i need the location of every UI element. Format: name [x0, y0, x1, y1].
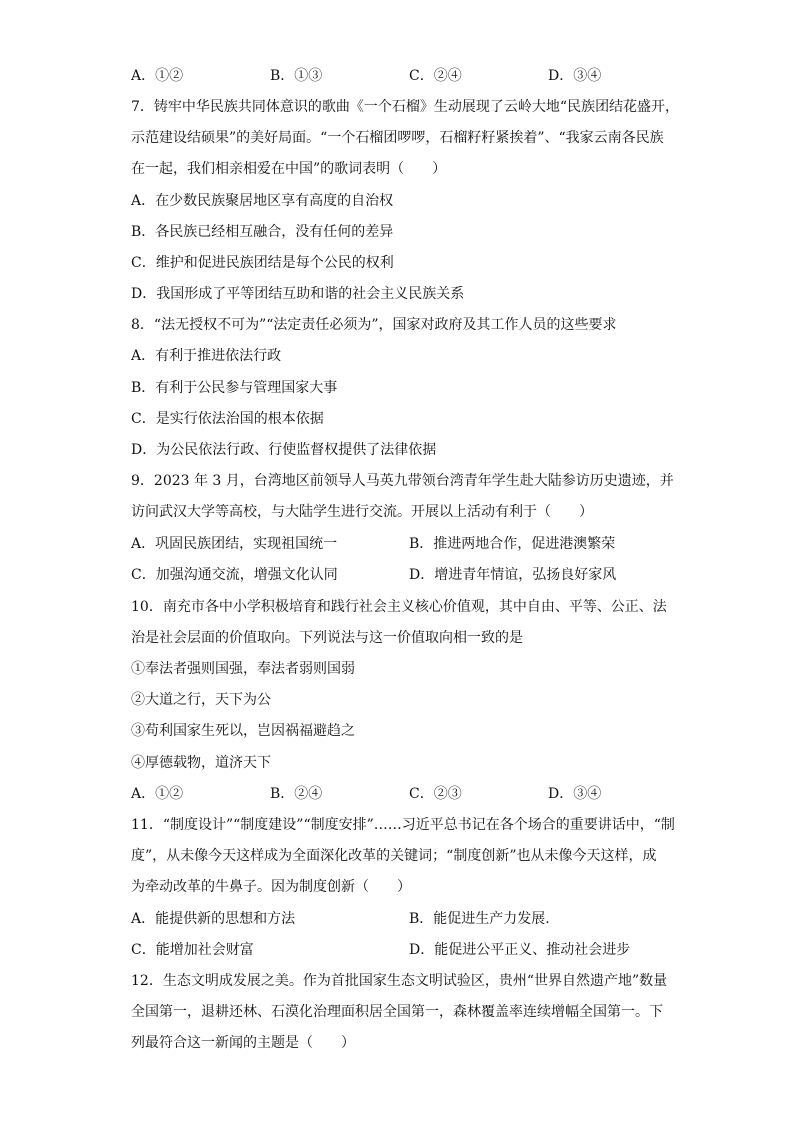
q7-stem-line: 示范建设结硕果”的美好局面。“一个石榴团啰啰，石榴籽籽紧挨着”、“我家云南各民族 [131, 130, 664, 146]
q10-option-b[interactable]: B．②④ [270, 786, 323, 802]
q10-option-d[interactable]: D．③④ [548, 786, 602, 802]
q10-item: ③苟利国家生死以，岂因祸福避趋之 [131, 723, 355, 739]
q6-option-c[interactable]: C．②④ [409, 68, 462, 84]
q11-option-c[interactable]: C．能增加社会财富 [131, 942, 254, 958]
q8-option-b[interactable]: B．有利于公民参与管理国家大事 [131, 380, 338, 396]
q11-stem-line: 为牵动改革的牛鼻子。因为制度创新（ ） [131, 879, 411, 895]
q12-stem-line: 全国第一，退耕还林、石漠化治理面积居全国第一，森林覆盖率连续增幅全国第一。下 [131, 1004, 663, 1020]
q11-option-b[interactable]: B．能促进生产力发展. [409, 911, 550, 927]
q10-stem-line: 10．南充市各中小学积极培育和践行社会主义核心价值观，其中自由、平等、公正、法 [131, 599, 667, 615]
q10-item: ②大道之行，天下为公 [131, 692, 271, 708]
q7-option-b[interactable]: B．各民族已经相互融合，没有任何的差异 [131, 224, 394, 240]
q10-option-a[interactable]: A．①② [131, 786, 184, 802]
q9-option-c[interactable]: C．加强沟通交流，增强文化认同 [131, 567, 338, 583]
q8-option-c[interactable]: C．是实行依法治国的根本依据 [131, 411, 324, 427]
q9-option-d[interactable]: D．增进青年情谊，弘扬良好家风 [409, 567, 617, 583]
q6-option-d[interactable]: D．③④ [548, 68, 602, 84]
q10-stem-line: 治是社会层面的价值取向。下列说法与这一价值取向相一致的是 [131, 630, 523, 646]
q6-option-a[interactable]: A．①② [131, 68, 184, 84]
q10-item: ①奉法者强则国强，奉法者弱则国弱 [131, 661, 355, 677]
q9-option-a[interactable]: A．巩固民族团结，实现祖国统一 [131, 536, 338, 552]
q8-option-a[interactable]: A．有利于推进依法行政 [131, 348, 282, 364]
q12-stem-line: 列最符合这一新闻的主题是（ ） [131, 1035, 355, 1051]
q7-stem-line: 在一起，我们相亲相爱在中国”的歌词表明（ ） [131, 161, 447, 177]
q9-stem-line: 9．2023 年 3 月，台湾地区前领导人马英九带领台湾青年学生赴大陆参访历史遗迹，并 [131, 473, 674, 489]
q11-stem-line: 度”，从未像今天这样成为全面深化改革的关键词；“制度创新”也从未像今天这样，成 [131, 848, 657, 864]
q7-stem-line: 7．铸牢中华民族共同体意识的歌曲《一个石榴》生动展现了云岭大地“民族团结花盛开， [131, 99, 680, 115]
q8-option-d[interactable]: D．为公民依法行政、行使监督权提供了法律依据 [131, 442, 437, 458]
q11-stem-line: 11．“制度设计”“制度建设”“制度安排”……习近平总书记在各个场合的重要讲话中，“制 [131, 817, 675, 833]
q7-option-a[interactable]: A．在少数民族聚居地区享有高度的自治权 [131, 193, 394, 209]
q9-stem-line: 访问武汉大学等高校，与大陆学生进行交流。开展以上活动有利于（ ） [131, 504, 593, 520]
q8-stem-line: 8．“法无授权不可为”“法定责任必须为”，国家对政府及其工作人员的这些要求 [131, 317, 617, 333]
q6-option-b[interactable]: B．①③ [270, 68, 323, 84]
q11-option-d[interactable]: D．能促进公平正义、推动社会进步 [409, 942, 631, 958]
q10-option-c[interactable]: C．②③ [409, 786, 462, 802]
q7-option-d[interactable]: D．我国形成了平等团结互助和谐的社会主义民族关系 [131, 286, 465, 302]
q11-option-a[interactable]: A．能提供新的思想和方法 [131, 911, 296, 927]
q9-option-b[interactable]: B．推进两地合作，促进港澳繁荣 [409, 536, 616, 552]
q12-stem-line: 12．生态文明成发展之美。作为首批国家生态文明试验区，贵州“世界自然遗产地”数量 [131, 973, 668, 989]
q7-option-c[interactable]: C．维护和促进民族团结是每个公民的权利 [131, 255, 394, 271]
q10-item: ④厚德载物，道济天下 [131, 755, 271, 771]
